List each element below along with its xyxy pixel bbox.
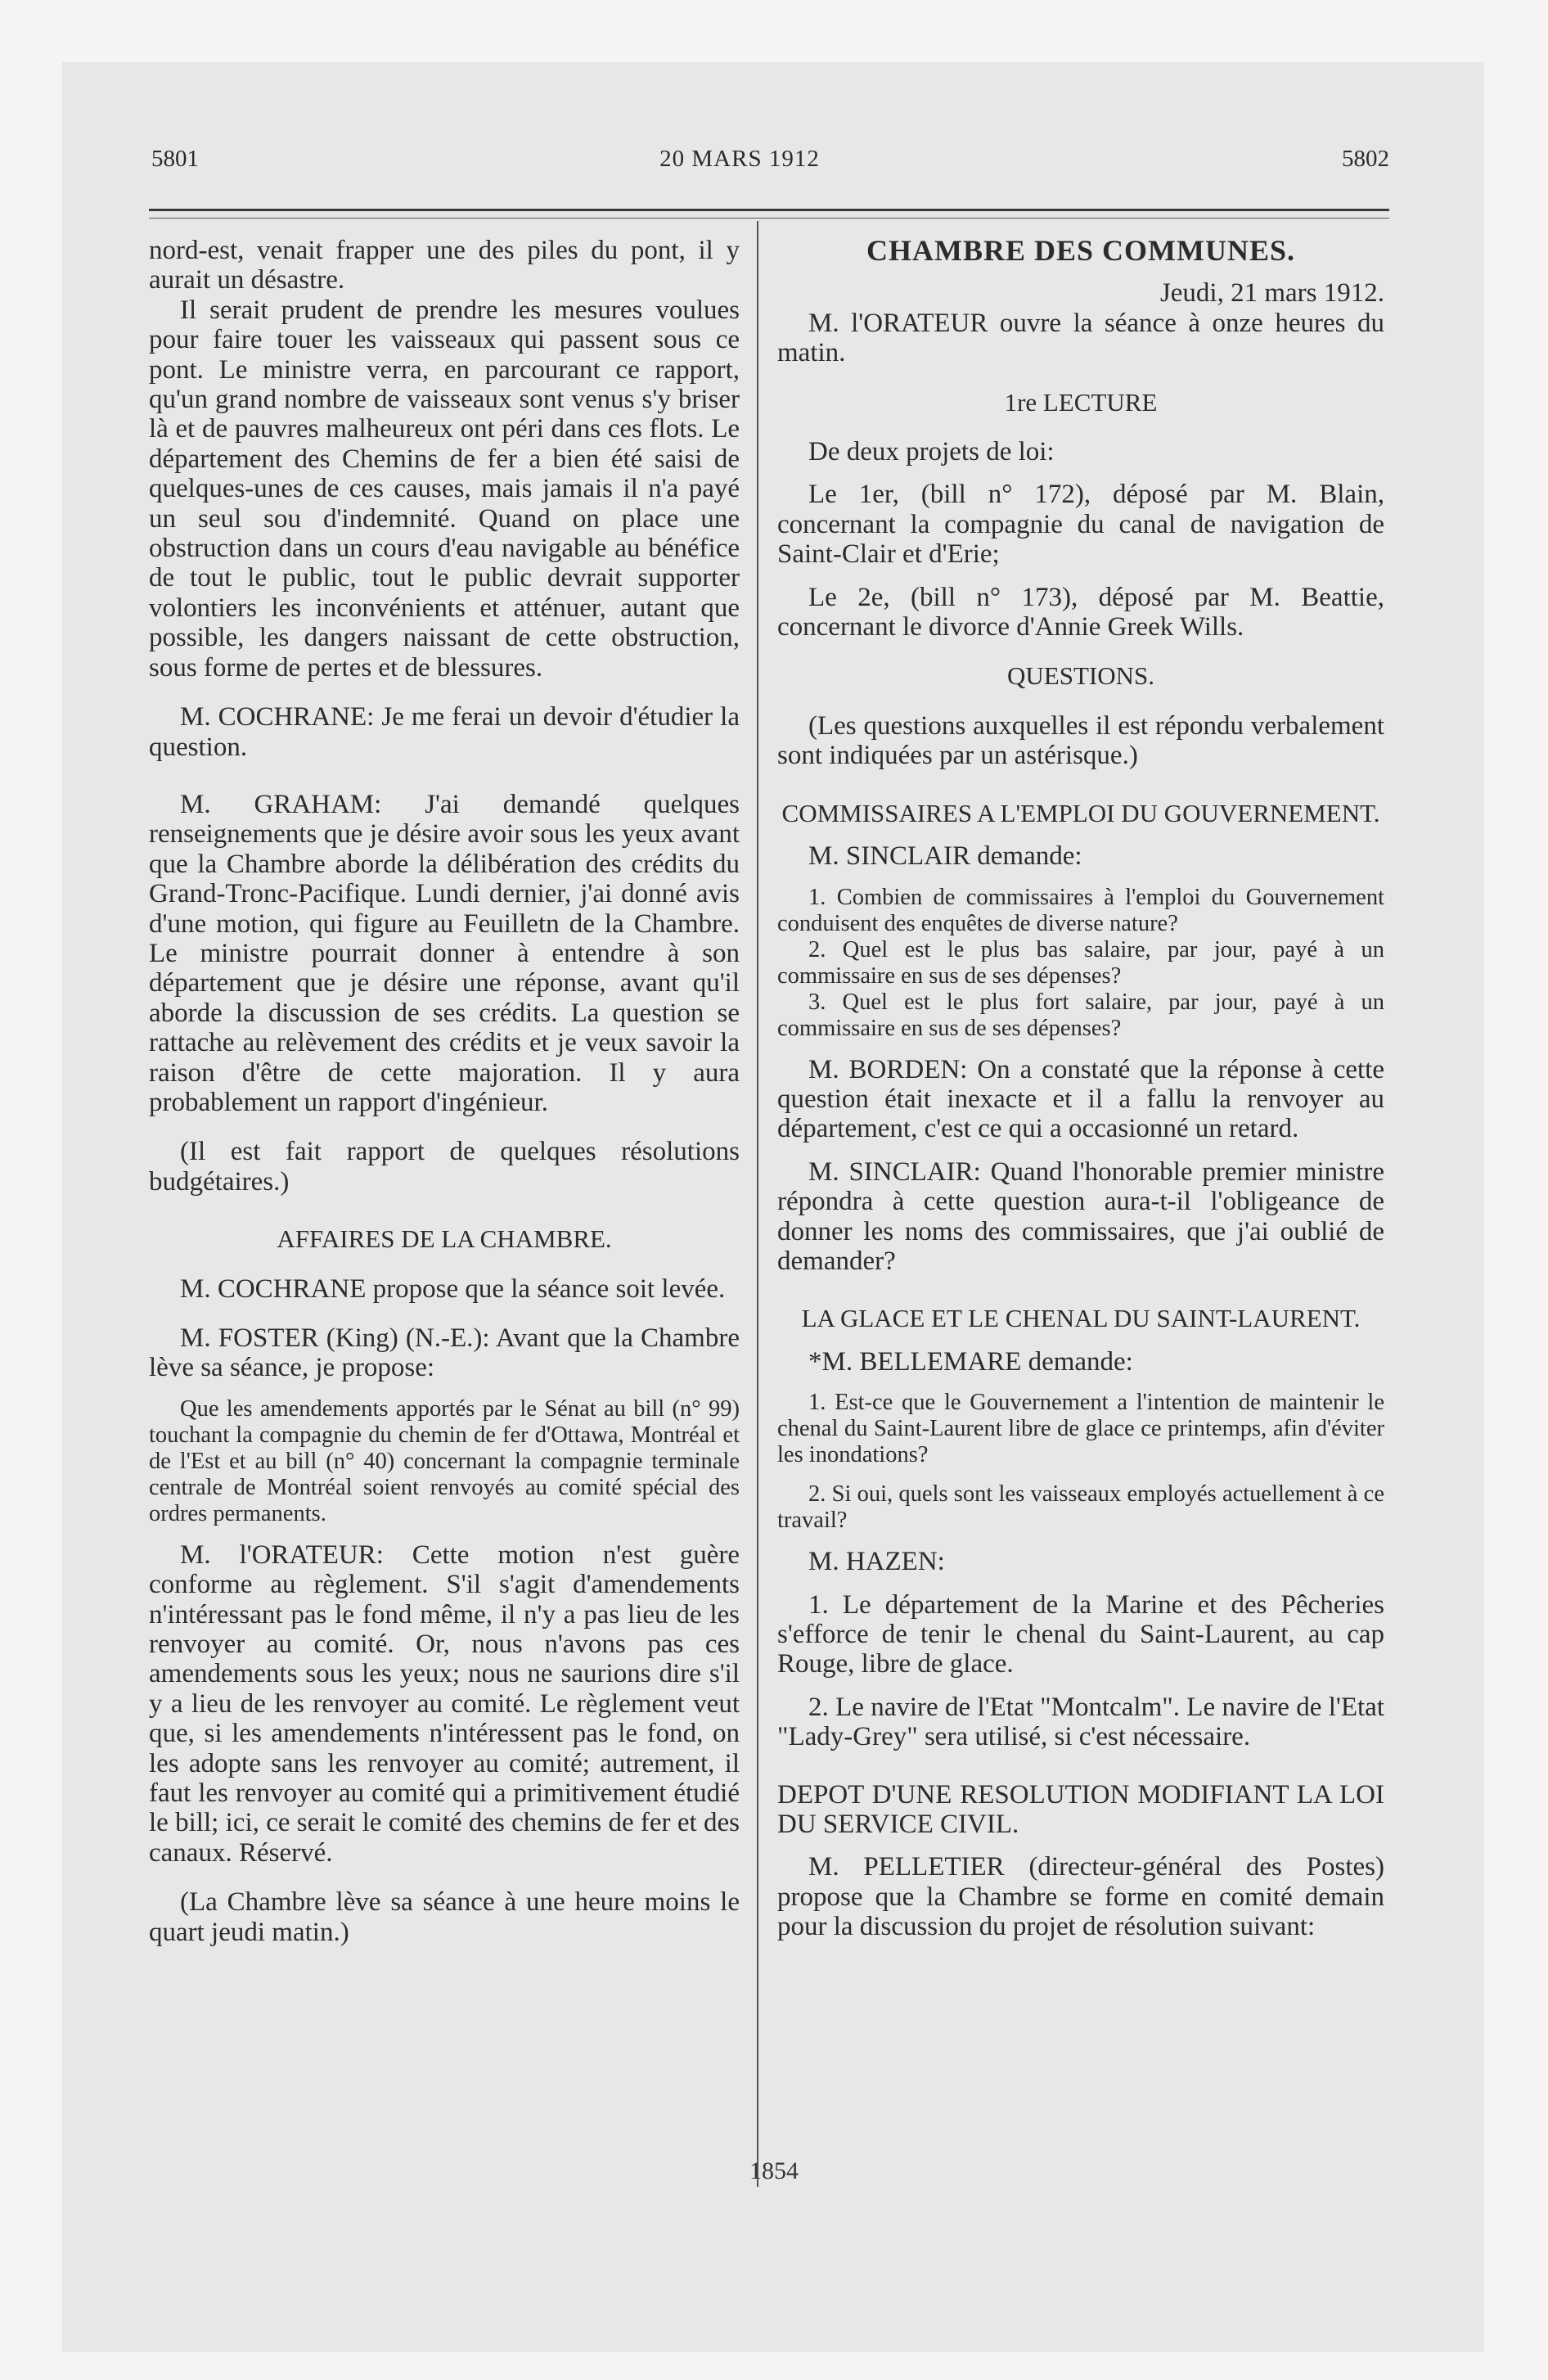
column-divider xyxy=(757,221,758,2187)
section-heading: QUESTIONS. xyxy=(1007,661,1154,691)
paragraph: M. COCHRANE propose que la séance soit levée. xyxy=(180,1273,726,1304)
paragraph: Il serait prudent de prendre les mesures voulues pour faire touer les vaisseaux qui passent sous ce pont. Le ministre verra, en parcourant ce rapport, qu'un grand nombre de vaisseaux sont venus s'y briser là et de pauvres malheureux ont péri dans ces flots. Le département des Chemins de fer a bien été saisi de quelques-unes de ces causes, mais jamais il n'a payé un seul sou d'indemnité. Quand on place une obstruction dans un cours d'eau navigable au bénéfice de tout le public, tout le public devrait supporter volontiers les inconvénients et atténuer, autant que possible, les dangers naissant de cette obstruction, sous forme de pertes et de blessures. xyxy=(149,295,740,683)
section-title: CHAMBRE DES COMMUNES. xyxy=(866,234,1295,267)
section-heading: COMMISSAIRES A L'EMPLOI DU GOUVERNEMENT. xyxy=(781,798,1380,827)
paragraph: M. FOSTER (King) (N.-E.): Avant que la Chambre lève sa séance, je propose: xyxy=(149,1323,740,1383)
paragraph: M. SINCLAIR: Quand l'honorable premier ministre répondra à cette question aura-t-il l'obligeance de donner les noms des commissaires, que j'ai oublié de demander? xyxy=(777,1156,1384,1276)
paragraph: (La Chambre lève sa séance à une heure moins le quart jeudi matin.) xyxy=(149,1887,740,1947)
left-page-number: 5801 xyxy=(151,146,199,172)
date-line: Jeudi, 21 mars 1912. xyxy=(1159,278,1384,309)
header-rule-thin xyxy=(149,218,1389,219)
paragraph: M. l'ORATEUR ouvre la séance à onze heures du matin. xyxy=(777,308,1384,368)
question-item: 3. Quel est le plus fort salaire, par jour, payé à un commissaire en sus de ses dépenses? xyxy=(777,989,1384,1041)
right-column xyxy=(777,236,1384,1942)
paragraph: M. SINCLAIR demande: xyxy=(808,841,1082,872)
paragraph: *M. BELLEMARE demande: xyxy=(808,1346,1133,1377)
paragraph: M. l'ORATEUR: Cette motion n'est guère conforme au règlement. S'il s'agit d'amendements n'intéressant pas le fond même, il n'y a pas lieu de les renvoyer au comité. Or, nous n'avons pas ces amendements sous les yeux; nous ne saurions dire s'il y a lieu de les renvoyer au comité. Le règlement veut que, si les amendements n'intéressent pas le fond, on les adopte sans les renvoyer au comité; autrement, il faut les renvoyer au comité qui a primitivement étudié le bill; ici, ce serait le comité des chemins de fer et des canaux. Réservé. xyxy=(149,1539,740,1868)
paragraph: 1. Le département de la Marine et des Pêcheries s'efforce de tenir le chenal du Saint-Laurent, au cap Rouge, libre de glace. xyxy=(777,1589,1384,1679)
question-item: 2. Quel est le plus bas salaire, par jour, payé à un commissaire en sus de ses dépenses? xyxy=(777,936,1384,989)
paragraph: M. HAZEN: xyxy=(808,1547,945,1577)
header-date: 20 MARS 1912 xyxy=(659,146,820,172)
paragraph: (Il est fait rapport de quelques résolutions budgétaires.) xyxy=(149,1137,740,1197)
header-rule-thick xyxy=(149,209,1389,211)
paragraph: Le 1er, (bill n° 172), déposé par M. Blain, concernant la compagnie du canal de navigation de Saint-Clair et d'Erie; xyxy=(777,480,1384,570)
section-heading: 1re LECTURE xyxy=(1004,387,1158,417)
paragraph: M. PELLETIER (directeur-général des Postes) propose que la Chambre se forme en comité demain pour la discussion du projet de résolution suivant: xyxy=(777,1852,1384,1942)
right-page-number: 5802 xyxy=(1342,146,1389,172)
question-item: 1. Est-ce que le Gouvernement a l'intention de maintenir le chenal du Saint-Laurent libre de glace ce printemps, afin d'éviter les inondations? xyxy=(777,1390,1384,1468)
paragraph: 2. Le navire de l'Etat "Montcalm". Le navire de l'Etat "Lady-Grey" sera utilisé, si c'est nécessaire. xyxy=(777,1692,1384,1752)
paragraph: nord-est, venait frapper une des piles du pont, il y aurait un désastre. xyxy=(149,236,740,295)
paragraph: Le 2e, (bill n° 173), déposé par M. Beattie, concernant le divorce d'Annie Greek Wills. xyxy=(777,582,1384,642)
paragraph: M. BORDEN: On a constaté que la réponse à cette question était inexacte et il a fallu la renvoyer au département, c'est ce qui a occasionné un retard. xyxy=(777,1054,1384,1144)
section-heading: DEPOT D'UNE RESOLUTION MODIFIANT LA LOI DU SERVICE CIVIL. xyxy=(777,1779,1384,1839)
paragraph: M. GRAHAM: J'ai demandé quelques renseignements que je désire avoir sous les yeux avant que la Chambre aborde la délibération des crédits du Grand-Tronc-Pacifique. Lundi dernier, j'ai donné avis d'une motion, qui figure au Feuilletn de la Chambre. Le ministre pourrait donner à entendre à son département que je désire une réponse, avant qu'il aborde la discussion de ses crédits. La question se rattache au relèvement des crédits et je veux savoir la raison d'être de cette majoration. Il y aura probablement un rapport d'ingénieur. xyxy=(149,789,740,1117)
page-header xyxy=(90,141,1389,182)
question-item: 2. Si oui, quels sont les vaisseaux employés actuellement à ce travail? xyxy=(777,1481,1384,1534)
quoted-motion: Que les amendements apportés par le Sénat au bill (n° 99) touchant la compagnie du chemin de fer d'Ottawa, Montréal et de l'Est et au bill (n° 40) concernant la compagnie terminale centrale de Montréal soient renvoyés au comité spécial des ordres permanents. xyxy=(149,1395,740,1526)
paragraph: M. COCHRANE: Je me ferai un devoir d'étudier la question. xyxy=(149,702,740,762)
left-column xyxy=(149,236,740,1947)
paragraph: De deux projets de loi: xyxy=(808,437,1055,467)
paragraph: (Les questions auxquelles il est répondu verbalement sont indiquées par un astérisque.) xyxy=(777,710,1384,771)
question-item: 1. Combien de commissaires à l'emploi du Gouvernement conduisent des enquêtes de diverse nature? xyxy=(777,884,1384,936)
page-footer-number: 1854 xyxy=(749,2157,799,2184)
section-heading: AFFAIRES DE LA CHAMBRE. xyxy=(277,1224,612,1254)
section-heading: LA GLACE ET LE CHENAL DU SAINT-LAURENT. xyxy=(801,1304,1361,1333)
